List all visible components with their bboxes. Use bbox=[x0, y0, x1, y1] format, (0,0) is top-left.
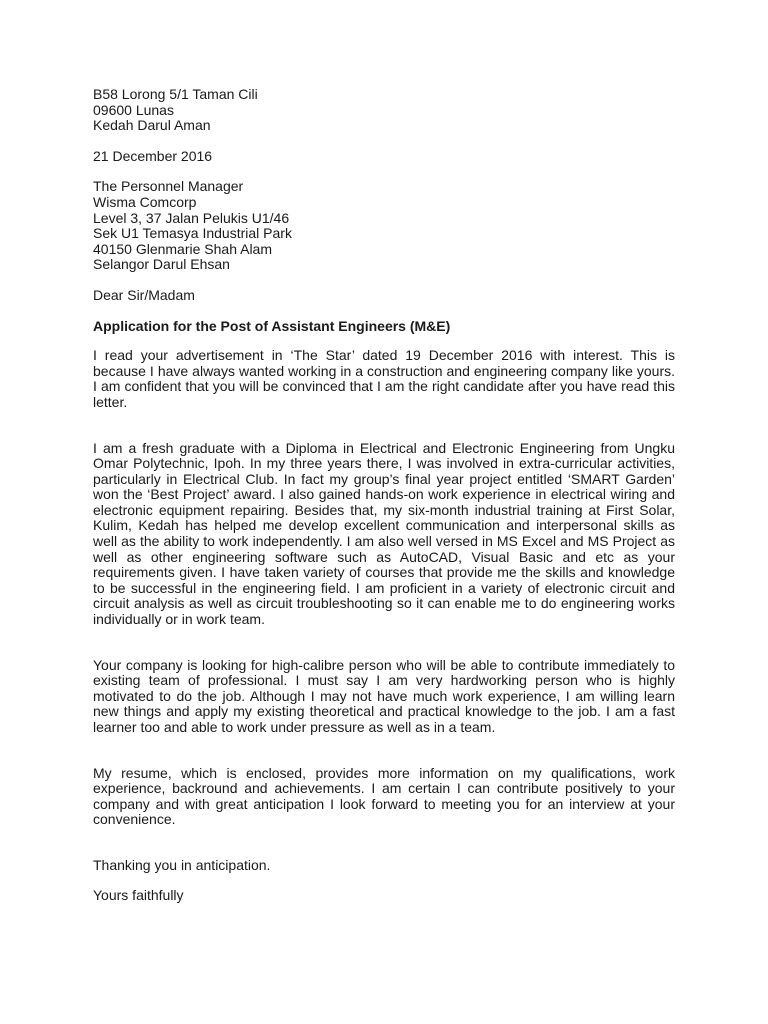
recipient-address-line: Level 3, 37 Jalan Pelukis U1/46 bbox=[93, 209, 290, 226]
recipient-address-line: Selangor Darul Ehsan bbox=[93, 256, 230, 273]
body-paragraph: I am a fresh graduate with a Diploma in Electrical and Electronic Engineering from Ungku Omar Polytechnic, Ipoh. In my three years there, I was involved in extra-curricular activities, particularly in Electrical Club. In fact my group’s final year project entitled ‘SMART Garden’ won the ‘Best Project’ award. I also gained hands-on work experience in electrical wiring and electronic equipment repairing. Besides that, my six-month industrial training at First Solar, Kulim, Kedah has helped me develop excellent communication and interpersonal skills as well as the ability to work independently. I am also well versed in MS Excel and MS Project as well as other engineering software such as AutoCAD, Visual Basic and etc as your requirements given. I have taken variety of courses that provide me the skills and knowledge to be successful in the engineering field. I am proficient in a variety of electronic circuit and circuit analysis as well as circuit troubleshooting so it can enable me to do engineering works individually or in work team. bbox=[93, 439, 675, 628]
letter-body bbox=[93, 87, 675, 903]
recipient-address bbox=[93, 179, 675, 273]
subject-line: Application for the Post of Assistant Engineers (M&E) bbox=[93, 317, 451, 334]
body-paragraph: My resume, which is enclosed, provides more information on my qualifications, work experience, backround and achievements. I am certain I can contribute positively to your company and with great anticipation I look forward to meeting you for an interview at your convenience. bbox=[93, 764, 675, 828]
thanks-line: Thanking you in anticipation. bbox=[93, 856, 271, 873]
recipient-address-line: The Personnel Manager bbox=[93, 178, 244, 195]
salutation: Dear Sir/Madam bbox=[93, 286, 195, 303]
letter-date: 21 December 2016 bbox=[93, 147, 213, 164]
sender-address-line: B58 Lorong 5/1 Taman Cili bbox=[93, 86, 258, 102]
sender-address-line: Kedah Darul Aman bbox=[93, 117, 211, 134]
sender-address-line: 09600 Lunas bbox=[93, 101, 174, 118]
closing-line: Yours faithfully bbox=[93, 886, 184, 903]
sender-address bbox=[93, 87, 675, 134]
recipient-address-line: Wisma Comcorp bbox=[93, 193, 197, 210]
recipient-address-line: Sek U1 Temasya Industrial Park bbox=[93, 225, 292, 242]
body-paragraph: I read your advertisement in ‘The Star’ dated 19 December 2016 with interest. This is because I have always wanted working in a construction and engineering company like yours. I am confident that you will be convinced that I am the right candidate after you have read this letter. bbox=[93, 347, 675, 410]
body-paragraph: Your company is looking for high-calibre person who will be able to contribute immediately to existing team of professional. I must say I am very hardworking person who is highly motivated to do the job. Although I may not have much work experience, I am willing learn new things and apply my existing theoretical and practical knowledge to the job. I am a fast learner too and able to work under pressure as well as in a team. bbox=[93, 656, 675, 735]
recipient-address-line: 40150 Glenmarie Shah Alam bbox=[93, 240, 272, 257]
